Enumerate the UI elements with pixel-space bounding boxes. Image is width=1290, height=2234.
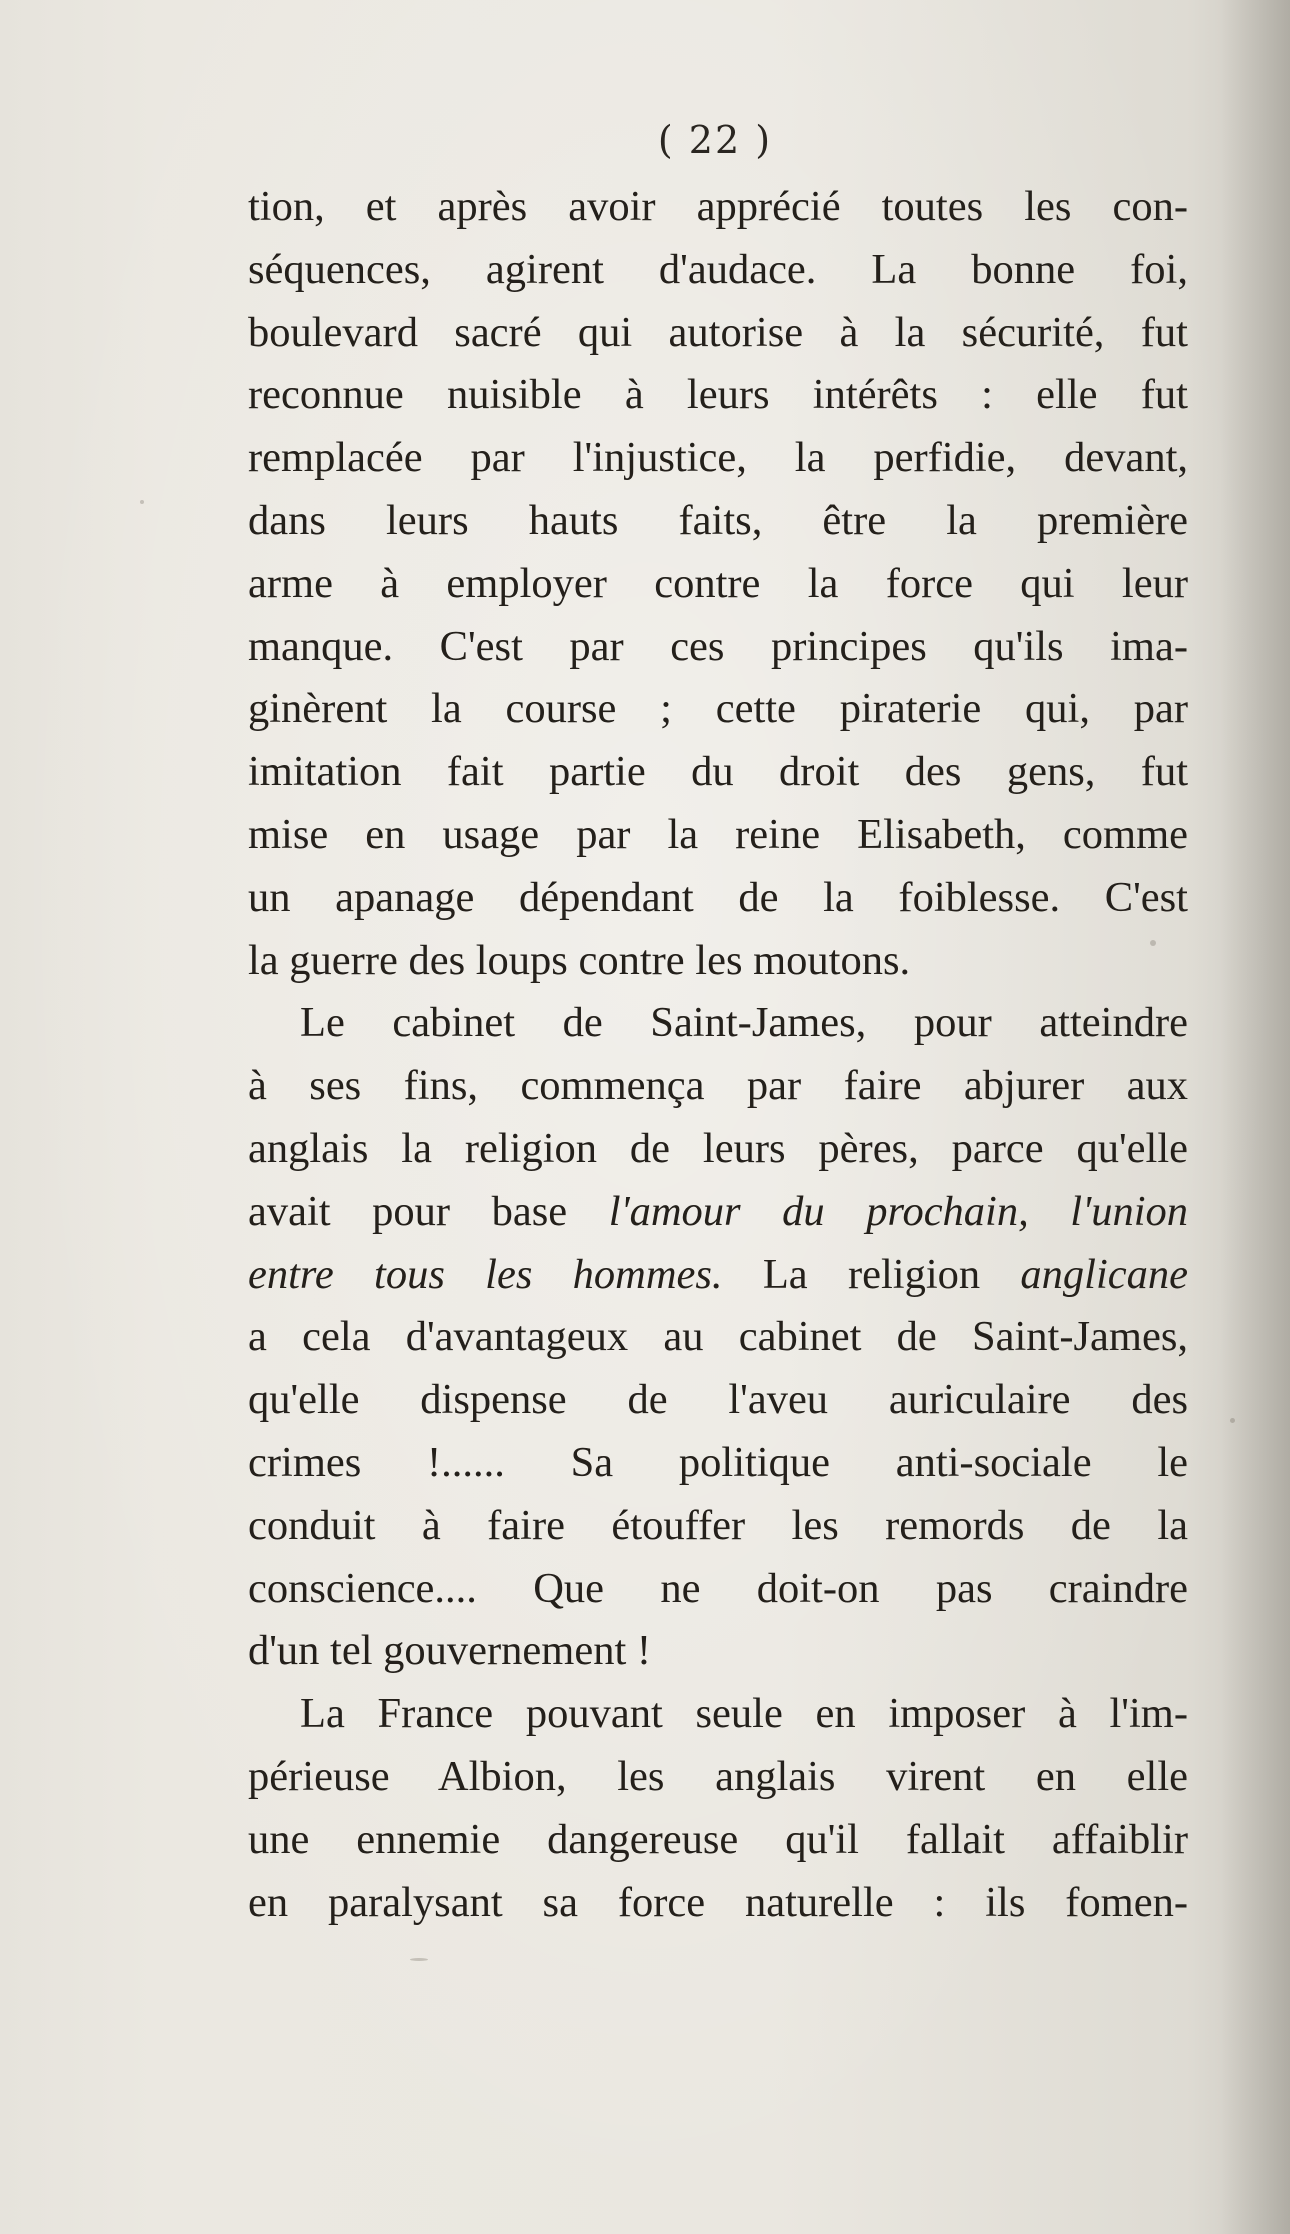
text-line: arme à employer contre la force qui leur — [248, 559, 1188, 607]
text-line: mise en usage par la reine Elisabeth, comme — [248, 810, 1188, 858]
text-line: conduit à faire étouffer les remords de la — [248, 1501, 1188, 1549]
text-line: anglais la religion de leurs pères, parce qu'elle — [248, 1124, 1188, 1172]
text-line: ginèrent la course ; cette piraterie qui, par — [248, 685, 1188, 733]
text-line: une ennemie dangereuse qu'il fallait affaiblir — [248, 1815, 1188, 1863]
page-edge-shadow — [1220, 0, 1290, 2234]
text-line: tion, et après avoir apprécié toutes les con- — [248, 183, 1188, 230]
text-line: un apanage dépendant de la foiblesse. C'est — [248, 873, 1188, 921]
text-line: a cela d'avantageux au cabinet de Saint-James, — [248, 1313, 1188, 1361]
text-line: La France pouvant seule en imposer à l'im- — [300, 1690, 1188, 1738]
text-line: Le cabinet de Saint-James, pour atteindre — [300, 999, 1188, 1047]
italic-segment: anglicane — [1020, 1250, 1189, 1298]
paper-speck — [1230, 1418, 1235, 1423]
text-line: dans leurs hauts faits, être la première — [248, 496, 1188, 544]
text-line: manque. C'est par ces principes qu'ils ima- — [248, 622, 1188, 670]
text-line: à ses fins, commença par faire abjurer aux — [248, 1062, 1188, 1110]
italic-segment: l'amour du prochain, l'union — [608, 1187, 1189, 1235]
text-line: qu'elle dispense de l'aveu auriculaire des — [248, 1376, 1188, 1424]
text-line: séquences, agirent d'audace. La bonne foi, — [248, 245, 1188, 293]
body-text — [248, 176, 1188, 1934]
text-line-mixed — [248, 1244, 1188, 1307]
text-segment: La religion — [722, 1250, 1021, 1298]
page-number: ( 22 ) — [657, 118, 773, 162]
text-segment: avait pour base — [248, 1187, 609, 1235]
text-line: conscience.... Que ne doit-on pas craindre — [248, 1564, 1188, 1612]
text-line: remplacée par l'injustice, la perfidie, devant, — [248, 434, 1188, 482]
paper-speck — [410, 1958, 428, 1961]
text-line: imitation fait partie du droit des gens, fut — [248, 748, 1188, 796]
paper-speck — [1150, 940, 1156, 946]
text-line-mixed — [248, 1181, 1188, 1244]
text-line: boulevard sacré qui autorise à la sécurité, fut — [248, 308, 1188, 356]
text-line: reconnue nuisible à leurs intérêts : elle fut — [248, 371, 1188, 419]
italic-segment: entre tous les hommes. — [248, 1250, 723, 1298]
text-line: crimes !...... Sa politique anti-sociale le — [248, 1438, 1188, 1486]
text-line: d'un tel gouvernement ! — [248, 1627, 652, 1675]
paper-speck — [140, 500, 144, 504]
text-line: périeuse Albion, les anglais virent en elle — [248, 1752, 1188, 1800]
text-line: en paralysant sa force naturelle : ils fomen- — [248, 1878, 1188, 1926]
text-line: la guerre des loups contre les moutons. — [248, 936, 911, 984]
